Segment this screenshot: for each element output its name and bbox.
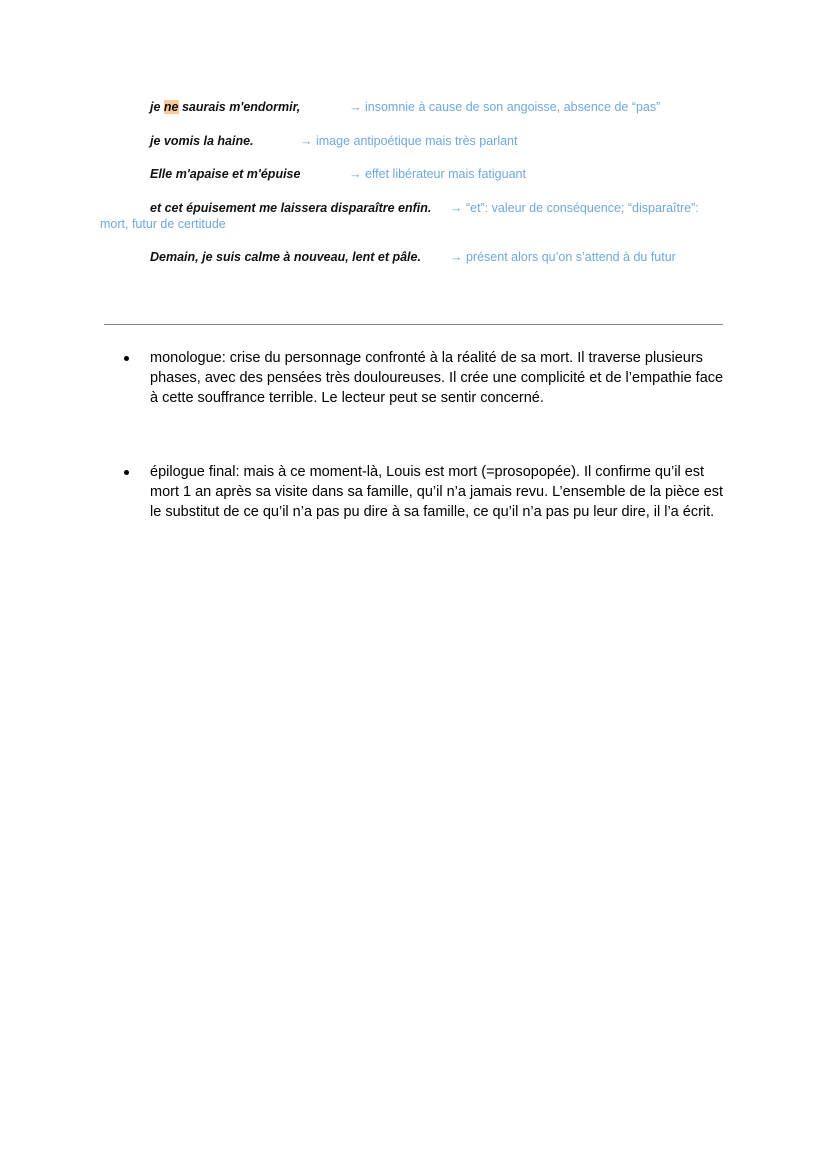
bullet-dot-icon	[124, 356, 129, 361]
quote-text: saurais m'endormir,	[178, 100, 301, 114]
quote-line-3: Elle m'apaise et m'épuise	[150, 167, 301, 181]
comment-3: → effet libérateur mais fatiguant	[349, 167, 526, 181]
bullet-dot-icon	[124, 470, 129, 475]
bullet-text: monologue: crise du personnage confronté à la réalité de sa mort. Il traverse plusieurs phases, avec des pensées très douloureuses. Il crée une complicité et de l’empathie face à cette souffrance terrible. Le lecteur peut se sentir concerné.	[150, 350, 724, 406]
comment-4-line-1: → “et”: valeur de conséquence; “disparaître”:	[450, 201, 699, 215]
highlighted-word: ne	[163, 100, 179, 114]
comment-2: → image antipoétique mais très parlant	[300, 134, 518, 148]
comment-4-line-2: mort, futur de certitude	[100, 217, 226, 231]
quote-line-5: Demain, je suis calme à nouveau, lent et pâle.	[150, 250, 421, 264]
quote-line-2: je vomis la haine.	[150, 134, 254, 148]
horizontal-divider	[104, 324, 723, 325]
quote-text: je	[150, 100, 164, 114]
quote-line-1	[150, 99, 300, 115]
quote-line-4: et cet épuisement me laissera disparaître enfin.	[150, 201, 432, 215]
comment-1: → insomnie à cause de son angoisse, absence de “pas”	[349, 100, 661, 114]
bullet-text: épilogue final: mais à ce moment-là, Louis est mort (=prosopopée). Il confirme qu’il est mort 1 an après sa visite dans sa famille, qu’il n’a jamais revu. L’ensemble de la pièce est le substitut de ce qu’il n’a pas pu dire à sa famille, ce qu’il n’a pas pu leur dire, il l’a écrit.	[150, 464, 724, 520]
comment-5: → présent alors qu’on s’attend à du futur	[450, 250, 676, 264]
